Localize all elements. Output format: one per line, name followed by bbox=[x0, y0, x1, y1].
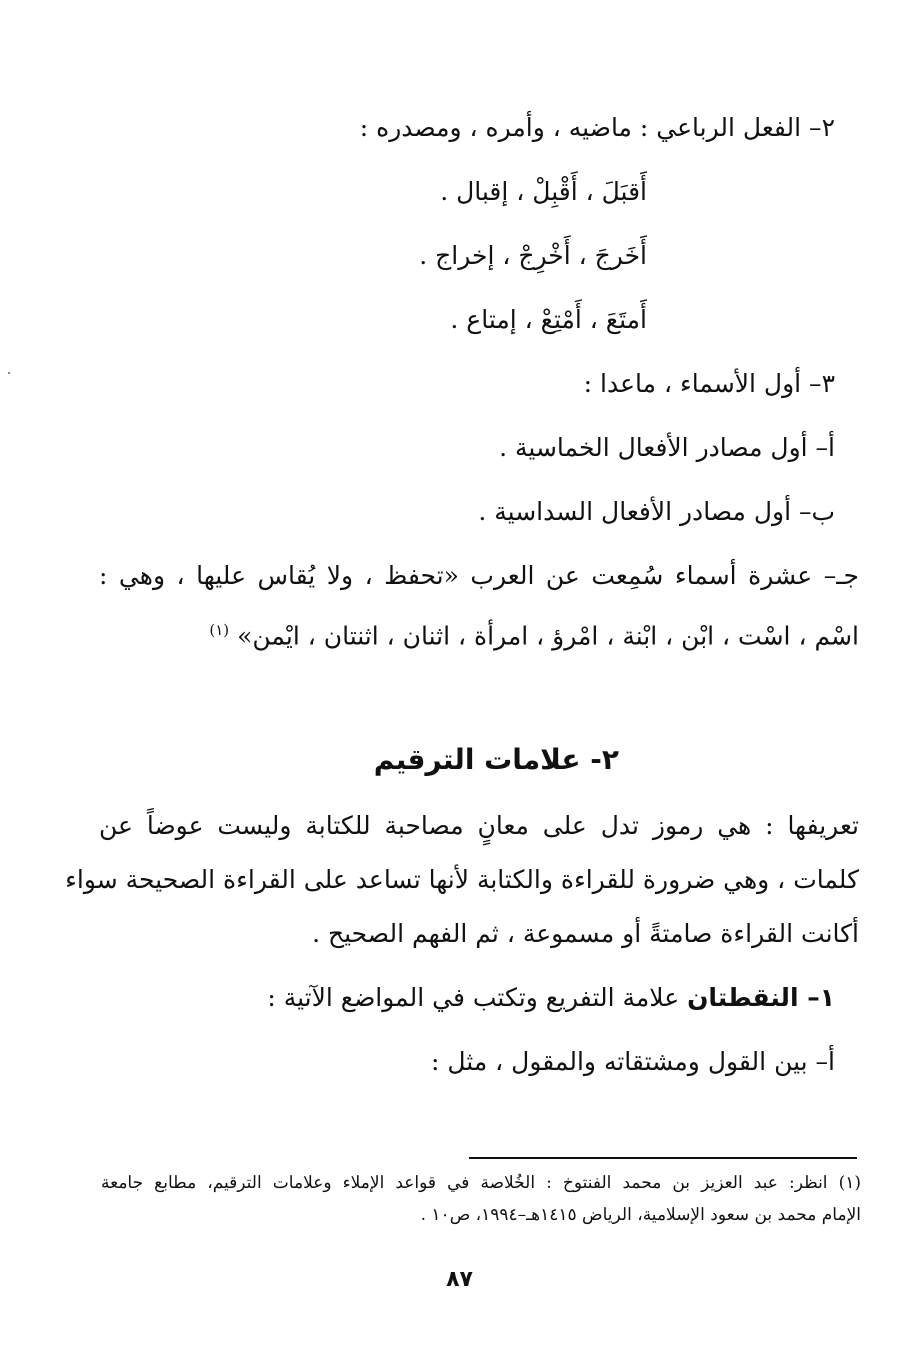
footnote-line-1: (١) انظر: عبد العزيز بن محمد الفنتوخ : الخُلاصة في قواعد الإملاء وعلامات الترقيم، مطابع جامعة bbox=[101, 1173, 861, 1193]
sub-item-a: أ– أول مصادر الأفعال الخماسية . bbox=[499, 433, 835, 462]
example-line-3: أَمتَعَ ، أَمْتِعْ ، إمتاع . bbox=[450, 305, 647, 334]
colon-item bbox=[267, 978, 835, 1018]
definition-line-1: تعريفها : هي رموز تدل على معانٍ مصاحبة للكتابة وليست عوضاً عن bbox=[99, 811, 859, 840]
sub-item-b: ب– أول مصادر الأفعال السداسية . bbox=[478, 497, 835, 526]
section-heading: ٢- علامات الترقيم bbox=[373, 743, 619, 776]
colon-term: ١– النقطتان bbox=[687, 983, 835, 1012]
colon-sub-item-a: أ– بين القول ومشتقاته والمقول ، مثل : bbox=[430, 1047, 835, 1076]
example-line-2: أَخَرجَ ، أَخْرِجْ ، إخراج . bbox=[419, 241, 647, 270]
sub-item-c-line1: جـ– عشرة أسماء سُمِعت عن العرب «تحفظ ، ولا يُقاس عليها ، وهي : bbox=[99, 561, 859, 590]
footnote-divider bbox=[469, 1157, 857, 1159]
list-item-first-of-nouns: ٣– أول الأسماء ، ماعدا : bbox=[583, 369, 835, 398]
page-number: ٨٧ bbox=[446, 1267, 473, 1292]
list-item-quadrilateral-verb: ٢– الفعل الرباعي : ماضيه ، وأمره ، ومصدره : bbox=[359, 113, 835, 142]
definition-line-3: أكانت القراءة صامتةً أو مسموعة ، ثم الفهم الصحيح . bbox=[312, 919, 859, 948]
sub-item-c-text: اسْم ، اسْت ، ابْن ، ابْنة ، امْرؤ ، امرأة ، اثنان ، اثنتان ، ايْمن» bbox=[237, 621, 859, 651]
definition-line-2: كلمات ، وهي ضرورة للقراءة والكتابة لأنها تساعد على القراءة الصحيحة سواء bbox=[65, 865, 859, 894]
sub-item-c-line2 bbox=[209, 610, 859, 656]
scan-speck bbox=[8, 372, 10, 374]
colon-description: علامة التفريع وتكتب في المواضع الآتية : bbox=[267, 983, 680, 1012]
footnote-reference: (١) bbox=[209, 621, 230, 639]
example-line-1: أَقبَلَ ، أَقْبِلْ ، إقبال . bbox=[440, 177, 647, 206]
footnote-line-2: الإمام محمد بن سعود الإسلامية، الرياض ١٤١٥هـ–١٩٩٤، ص١٠ . bbox=[420, 1205, 861, 1225]
